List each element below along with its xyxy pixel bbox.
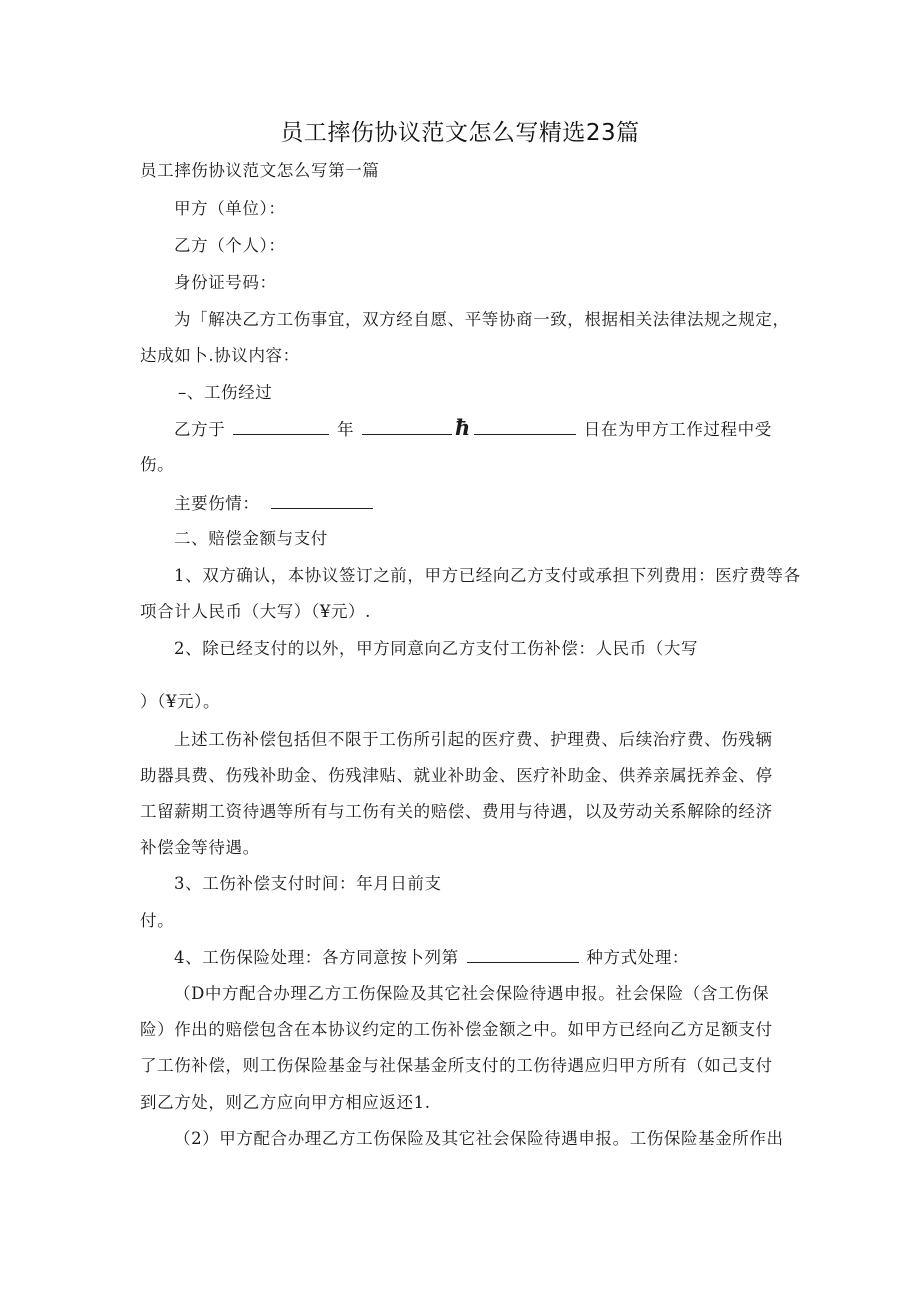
intro-paragraph-line-2: 达成如卜.协议内容： <box>140 346 300 365</box>
item-3-line-1: 3、工伤补偿支付时间：年月日前支 <box>174 874 442 893</box>
option-1-line-1: （D中方配合办理乙方工伤保险及其它社会保险待遇申报。社会保险（含工伤保 <box>174 984 770 1003</box>
intro-paragraph-line-1: 为「解决乙方工伤事宜，双方经自愿、平等协商一致，根据相关法律法规之规定， <box>174 310 790 329</box>
party-a-label: 甲方（单位）： <box>174 199 286 218</box>
injury-date-prefix: 乙方于 <box>174 420 226 439</box>
option-1-line-4: 到乙方处，则乙方应向甲方相应返还1. <box>140 1093 431 1112</box>
option-2-line-1: （2）甲方配合办理乙方工伤保险及其它社会保险待遇申报。工伤保险基金所作出 <box>174 1129 784 1148</box>
injury-date-line-2: 伤。 <box>140 455 175 474</box>
compensation-paragraph-line-3: 工留薪期工资待遇等所有与工伤有关的赔偿、费用与待遇，以及劳动关系解除的经济 <box>140 802 773 821</box>
item-4-suffix: 种方式处理： <box>586 948 690 967</box>
injury-date-suffix: 日在为甲方工作过程中受 <box>583 420 772 439</box>
day-blank <box>474 418 576 435</box>
month-glyph: ħ <box>455 415 471 440</box>
section-2-heading: 二、赔偿金额与支付 <box>174 529 328 548</box>
item-4-line <box>174 946 689 969</box>
id-number-label: 身份证号码： <box>174 273 277 292</box>
section-1-heading: –、工伤经过 <box>178 383 273 402</box>
party-b-label: 乙方（个人）： <box>174 236 286 255</box>
compensation-paragraph-line-2: 助器具费、伤残补助金、伤残津贴、就业补助金、医疗补助金、供养亲属抚养金、停 <box>140 766 773 785</box>
item-3-line-2: 付。 <box>140 911 175 930</box>
compensation-paragraph-line-4: 补偿金等待遇。 <box>140 838 260 857</box>
main-injury-label: 主要伤情： <box>174 494 260 513</box>
injury-date-year-label: 年 <box>337 420 355 439</box>
item-2-line-1: 2、除已经支付的以外，甲方同意向乙方支付工伤补偿：人民币（大写 <box>174 639 699 658</box>
item-1-line-1: 1、双方确认，本协议签订之前，甲方已经向乙方支付或承担下列费用：医疗费等各 <box>174 566 801 585</box>
main-injury-line <box>174 492 375 515</box>
compensation-paragraph-line-1: 上述工伤补偿包括但不限于工伤所引起的医疗费、护理费、后续治疗费、伤残辆 <box>174 730 773 749</box>
main-injury-blank <box>271 492 373 509</box>
item-4-blank <box>467 946 579 963</box>
document-title: 员工摔伤协议范文怎么写精选23篇 <box>280 120 640 146</box>
item-2-line-2: ）（¥元）。 <box>140 692 221 711</box>
month-blank <box>362 418 452 435</box>
item-4-prefix: 4、工伤保险处理：各方同意按卜列第 <box>174 948 459 967</box>
option-1-line-2: 险）作出的赔偿包含在本协议约定的工伤补偿金额之中。如甲方已经向乙方足额支付 <box>140 1020 773 1039</box>
year-blank <box>233 418 329 435</box>
item-1-line-2: 项合计人民币（大写）（¥元）. <box>140 602 371 621</box>
injury-date-line <box>174 417 772 441</box>
option-1-line-3: 了工伤补偿，则工伤保险基金与社保基金所支付的工伤待遇应归甲方所有（如己支付 <box>140 1056 773 1075</box>
document-subtitle: 员工摔伤协议范文怎么写第一篇 <box>140 161 380 180</box>
